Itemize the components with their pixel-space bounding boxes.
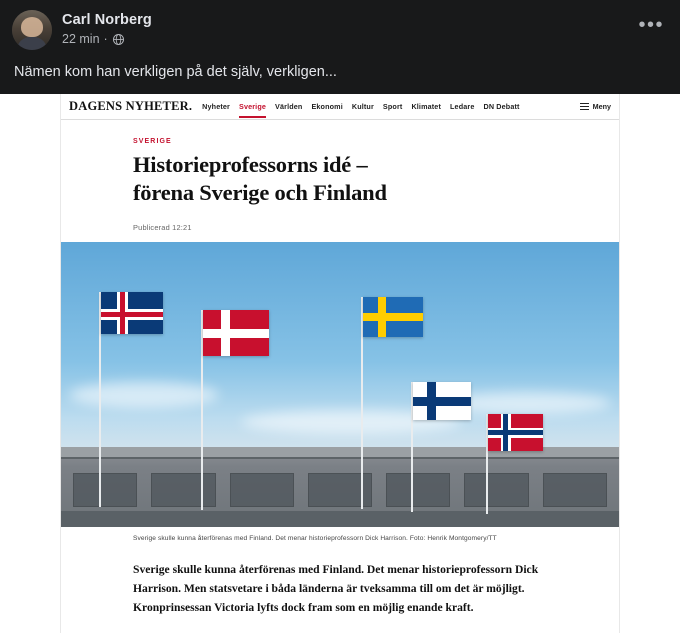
avatar[interactable] — [12, 10, 52, 50]
globe-icon[interactable] — [112, 33, 125, 46]
nav-item-nyheter[interactable]: Nyheter — [202, 101, 230, 111]
photo-caption: Sverige skulle kunna återförenas med Finland. Det menar historieprofessorn Dick Harrison. Foto: Henrik Montgomery/TT — [133, 535, 497, 542]
window — [543, 473, 607, 507]
window — [230, 473, 294, 507]
meta-separator: · — [103, 32, 108, 46]
article-lead: Sverige skulle kunna återförenas med Finland. Det menar historieprofessorn Dick Harrison. Men statsvetare i båda länderna är tveksamma till om det är möjligt. Kronprinsessan Victoria lyfts dock fram som en möjlig enande kraft. — [133, 563, 539, 614]
headline-line-2: förena Sverige och Finland — [133, 180, 387, 205]
article-headline — [133, 151, 547, 207]
link-attachment[interactable] — [0, 94, 680, 633]
window — [151, 473, 215, 507]
flag-banner-sweden — [363, 297, 423, 337]
post-header-text — [62, 10, 152, 47]
article-kicker: SVERIGE — [133, 138, 172, 145]
post-meta — [62, 31, 152, 47]
nav-links — [202, 96, 571, 118]
post-options-button[interactable]: ••• — [638, 14, 664, 36]
nav-item-dn-debatt[interactable]: DN Debatt — [483, 101, 520, 111]
hamburger-icon — [580, 103, 589, 110]
post-text: Nämen kom han verkligen på det själv, verkligen... — [14, 64, 337, 80]
building-base — [61, 511, 619, 527]
window — [464, 473, 528, 507]
site-logo[interactable]: DAGENS NYHETER. — [69, 99, 193, 113]
post-timestamp[interactable]: 22 min — [62, 32, 100, 46]
building-windows — [61, 473, 619, 507]
nav-item-varlden[interactable]: Världen — [275, 101, 303, 111]
avatar-image — [12, 10, 52, 50]
flag-banner-denmark — [203, 310, 269, 356]
building — [61, 447, 619, 527]
cloud-shape — [69, 382, 219, 408]
nav-item-ledare[interactable]: Ledare — [450, 101, 475, 111]
author-name[interactable]: Carl Norberg — [62, 12, 152, 28]
nav-item-sverige[interactable]: Sverige — [239, 96, 266, 118]
article-navbar — [61, 94, 619, 120]
flag-banner-finland — [413, 382, 471, 420]
article-published: Publicerad 12:21 — [133, 223, 192, 232]
window — [73, 473, 137, 507]
window — [386, 473, 450, 507]
nav-item-kultur[interactable]: Kultur — [351, 101, 374, 111]
nav-item-ekonomi[interactable]: Ekonomi — [311, 101, 343, 111]
menu-label: Meny — [592, 102, 611, 111]
article-card — [60, 94, 620, 633]
post-header — [0, 0, 680, 50]
article-header — [61, 138, 619, 232]
nav-item-sport[interactable]: Sport — [382, 101, 403, 111]
headline-line-1: Historieprofessorns idé – — [133, 152, 368, 177]
menu-button[interactable] — [572, 102, 611, 111]
article-photo — [61, 242, 619, 527]
nav-item-klimatet[interactable]: Klimatet — [411, 101, 441, 111]
flag-banner-iceland — [101, 292, 163, 334]
flag-banner-norway — [488, 414, 543, 451]
